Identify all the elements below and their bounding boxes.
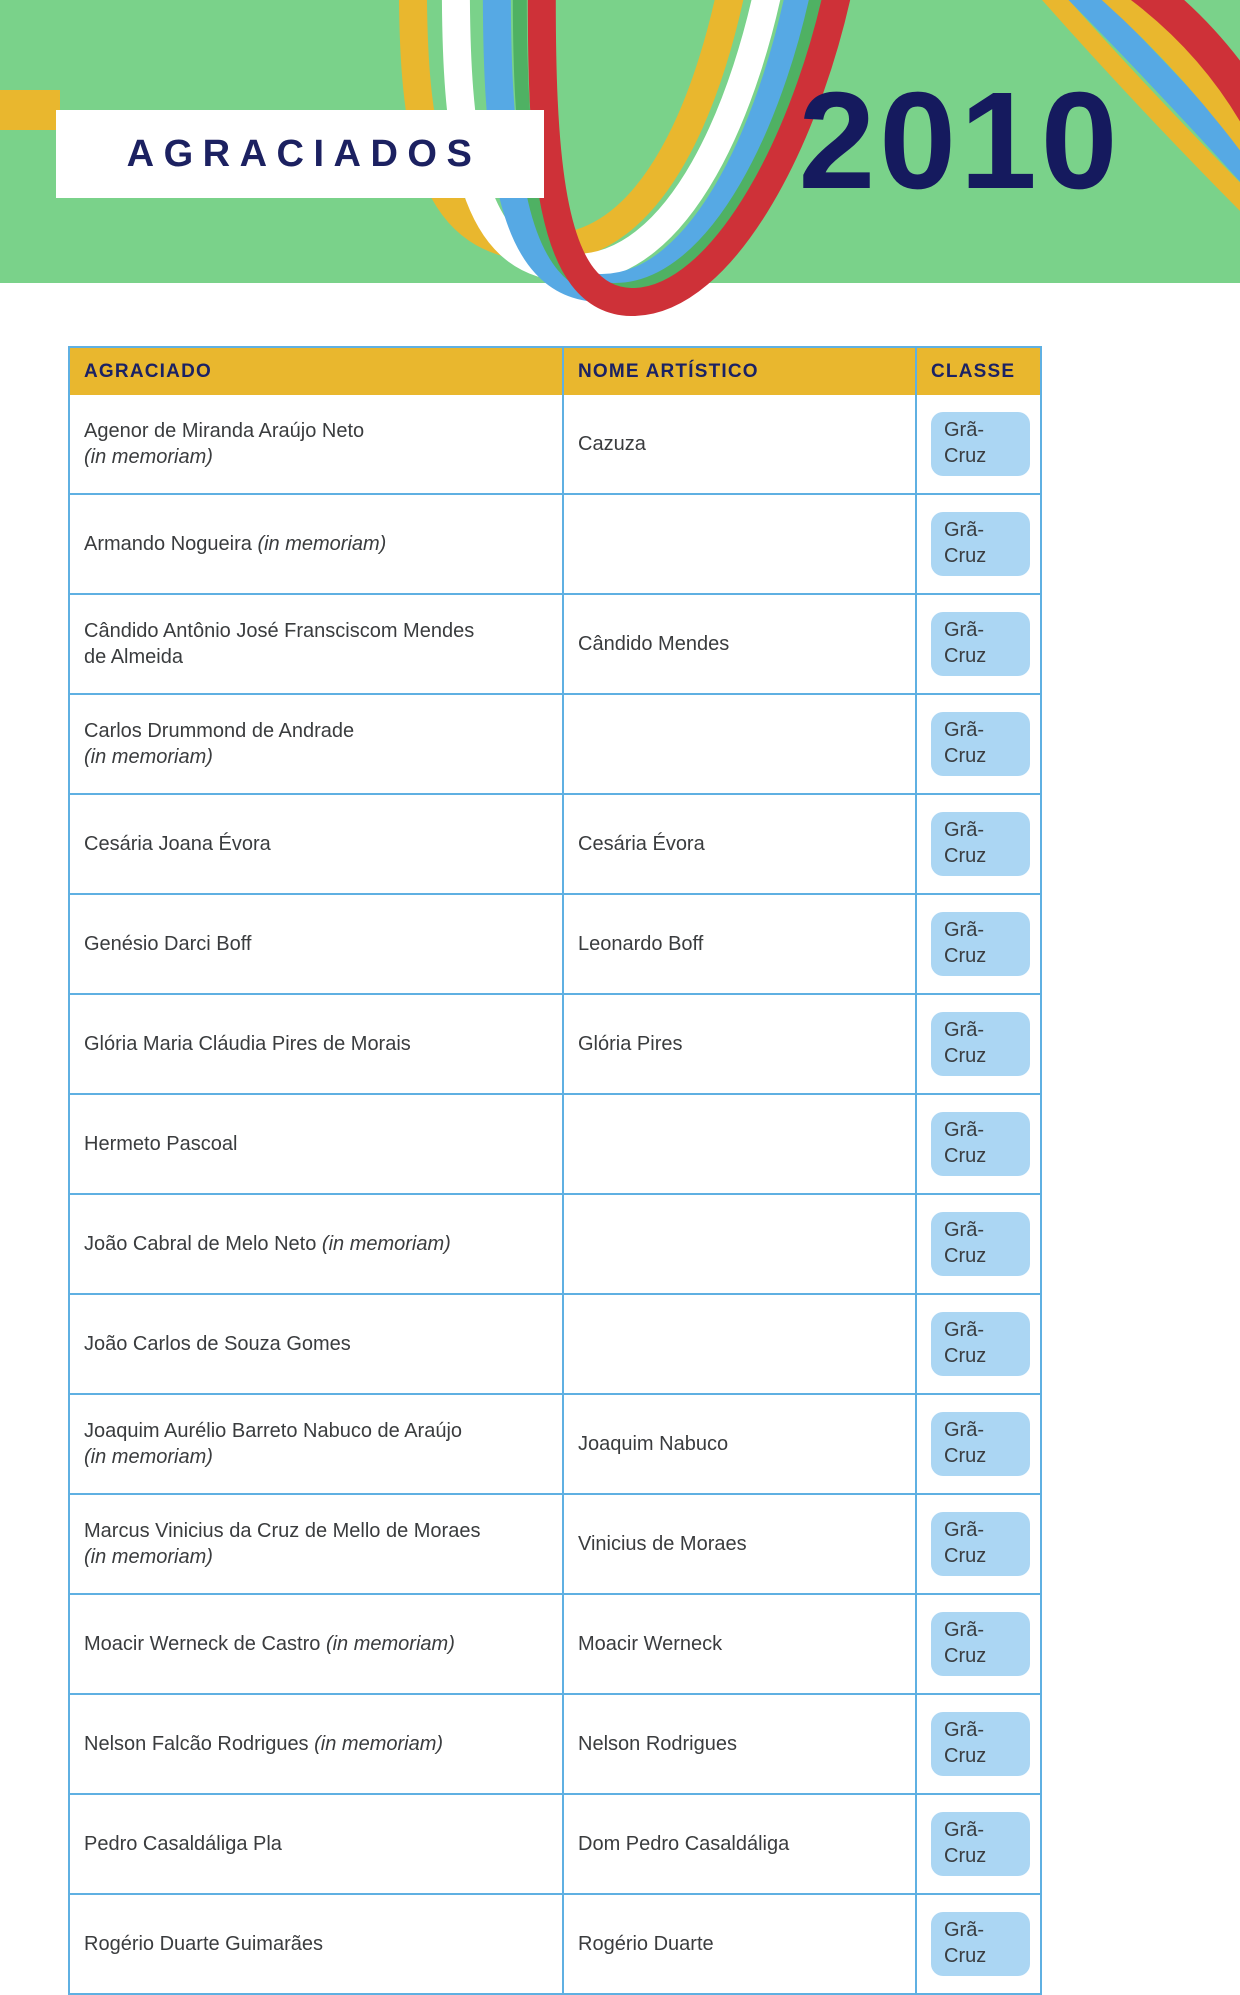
agraciado-name: Pedro Casaldáliga Pla bbox=[84, 1833, 282, 1855]
agraciado-cell bbox=[70, 695, 562, 793]
classe-badge: Grã-Cruz bbox=[931, 1512, 1030, 1576]
column-header-agraciado: AGRACIADO bbox=[84, 360, 212, 382]
column-header-classe: CLASSE bbox=[915, 348, 1040, 395]
nome-artistico-cell bbox=[562, 1295, 915, 1393]
in-memoriam-note: (in memoriam) bbox=[325, 1633, 455, 1655]
agraciado-name: Genésio Darci Boff bbox=[84, 933, 252, 955]
table-row bbox=[70, 1793, 1040, 1893]
agraciado-name: Cesária Joana Évora bbox=[84, 833, 271, 855]
nome-artistico-cell: Cândido Mendes bbox=[562, 595, 915, 693]
classe-badge: Grã-Cruz bbox=[931, 1112, 1030, 1176]
nome-artistico-cell bbox=[562, 695, 915, 793]
classe-badge: Grã-Cruz bbox=[931, 612, 1030, 676]
classe-cell bbox=[915, 1195, 1040, 1293]
agraciado-cell bbox=[70, 495, 562, 593]
agraciado-name: Nelson Falcão Rodrigues (in memoriam) bbox=[84, 1733, 444, 1755]
classe-badge: Grã-Cruz bbox=[931, 412, 1030, 476]
classe-cell bbox=[915, 1695, 1040, 1793]
classe-cell bbox=[915, 1095, 1040, 1193]
agraciado-name: Glória Maria Cláudia Pires de Morais bbox=[84, 1033, 411, 1055]
nome-artistico-cell: Cesária Évora bbox=[562, 795, 915, 893]
classe-badge: Grã-Cruz bbox=[931, 712, 1030, 776]
classe-cell bbox=[915, 995, 1040, 1093]
column-header-nome-artistico: NOME ARTÍSTICO bbox=[562, 348, 915, 395]
in-memoriam-note: (in memoriam) bbox=[314, 1733, 444, 1755]
table-row bbox=[70, 1093, 1040, 1193]
table-row bbox=[70, 593, 1040, 693]
agraciado-name: João Cabral de Melo Neto (in memoriam) bbox=[84, 1233, 451, 1255]
nome-artistico-cell bbox=[562, 495, 915, 593]
honors-table bbox=[68, 346, 1042, 1995]
table-row bbox=[70, 395, 1040, 493]
table-row bbox=[70, 1193, 1040, 1293]
table-row bbox=[70, 893, 1040, 993]
in-memoriam-note: (in memoriam) bbox=[257, 533, 387, 555]
classe-cell bbox=[915, 1395, 1040, 1493]
nome-artistico-cell: Nelson Rodrigues bbox=[562, 1695, 915, 1793]
classe-badge: Grã-Cruz bbox=[931, 1212, 1030, 1276]
table-row bbox=[70, 1293, 1040, 1393]
nome-artistico-cell bbox=[562, 1195, 915, 1293]
table-row bbox=[70, 993, 1040, 1093]
nome-artistico-cell: Vinicius de Moraes bbox=[562, 1495, 915, 1593]
agraciado-name: Joaquim Aurélio Barreto Nabuco de Araújo (in memoriam) bbox=[84, 1420, 463, 1468]
classe-badge: Grã-Cruz bbox=[931, 1312, 1030, 1376]
year-heading: 2010 bbox=[798, 64, 1122, 218]
agraciado-cell bbox=[70, 395, 562, 493]
nome-artistico-cell: Joaquim Nabuco bbox=[562, 1395, 915, 1493]
table-row bbox=[70, 793, 1040, 893]
agraciado-cell bbox=[70, 795, 562, 893]
agraciado-name: Rogério Duarte Guimarães bbox=[84, 1933, 323, 1955]
nome-artistico-cell: Leonardo Boff bbox=[562, 895, 915, 993]
classe-cell bbox=[915, 495, 1040, 593]
table-row bbox=[70, 1393, 1040, 1493]
agraciado-name: Marcus Vinicius da Cruz de Mello de Moraes (in memoriam) bbox=[84, 1520, 481, 1568]
table-row bbox=[70, 693, 1040, 793]
classe-badge: Grã-Cruz bbox=[931, 1912, 1030, 1976]
agraciado-name: Armando Nogueira (in memoriam) bbox=[84, 533, 387, 555]
in-memoriam-note: (in memoriam) bbox=[84, 1546, 213, 1568]
agraciado-cell bbox=[70, 1695, 562, 1793]
classe-badge: Grã-Cruz bbox=[931, 1812, 1030, 1876]
hero-header bbox=[0, 0, 1240, 332]
table-body bbox=[70, 395, 1040, 1993]
classe-cell bbox=[915, 895, 1040, 993]
classe-badge: Grã-Cruz bbox=[931, 1012, 1030, 1076]
classe-cell bbox=[915, 695, 1040, 793]
title-box bbox=[56, 110, 544, 198]
classe-badge: Grã-Cruz bbox=[931, 812, 1030, 876]
agraciado-name: Carlos Drummond de Andrade (in memoriam) bbox=[84, 720, 355, 768]
table-row bbox=[70, 1593, 1040, 1693]
nome-artistico-cell: Cazuza bbox=[562, 395, 915, 493]
classe-cell bbox=[915, 1495, 1040, 1593]
classe-cell bbox=[915, 1795, 1040, 1893]
agraciado-cell bbox=[70, 1295, 562, 1393]
classe-cell bbox=[915, 1295, 1040, 1393]
classe-cell bbox=[915, 595, 1040, 693]
agraciado-cell bbox=[70, 1895, 562, 1993]
table-header-row bbox=[70, 348, 1040, 395]
table-row bbox=[70, 1693, 1040, 1793]
page-title: AGRACIADOS bbox=[126, 133, 482, 175]
agraciado-cell bbox=[70, 895, 562, 993]
in-memoriam-note: (in memoriam) bbox=[84, 446, 213, 468]
yellow-accent-square bbox=[0, 90, 60, 130]
agraciado-cell bbox=[70, 995, 562, 1093]
classe-cell bbox=[915, 395, 1040, 493]
nome-artistico-cell bbox=[562, 1095, 915, 1193]
agraciado-cell bbox=[70, 595, 562, 693]
classe-badge: Grã-Cruz bbox=[931, 912, 1030, 976]
agraciado-cell bbox=[70, 1095, 562, 1193]
classe-badge: Grã-Cruz bbox=[931, 512, 1030, 576]
agraciado-cell bbox=[70, 1595, 562, 1693]
agraciado-name: João Carlos de Souza Gomes bbox=[84, 1333, 351, 1355]
in-memoriam-note: (in memoriam) bbox=[321, 1233, 451, 1255]
nome-artistico-cell: Dom Pedro Casaldáliga bbox=[562, 1795, 915, 1893]
agraciado-cell bbox=[70, 1795, 562, 1893]
agraciado-name: Agenor de Miranda Araújo Neto (in memoriam) bbox=[84, 420, 365, 468]
table-row bbox=[70, 493, 1040, 593]
classe-cell bbox=[915, 795, 1040, 893]
classe-badge: Grã-Cruz bbox=[931, 1612, 1030, 1676]
nome-artistico-cell: Rogério Duarte bbox=[562, 1895, 915, 1993]
in-memoriam-note: (in memoriam) bbox=[84, 746, 213, 768]
nome-artistico-cell: Moacir Werneck bbox=[562, 1595, 915, 1693]
classe-cell bbox=[915, 1895, 1040, 1993]
agraciado-name: Cândido Antônio José Fransciscom Mendes de Almeida bbox=[84, 620, 475, 668]
agraciado-cell bbox=[70, 1195, 562, 1293]
classe-badge: Grã-Cruz bbox=[931, 1412, 1030, 1476]
agraciado-name: Hermeto Pascoal bbox=[84, 1133, 238, 1155]
agraciado-name: Moacir Werneck de Castro (in memoriam) bbox=[84, 1633, 455, 1655]
table-row bbox=[70, 1893, 1040, 1993]
classe-badge: Grã-Cruz bbox=[931, 1712, 1030, 1776]
agraciado-cell bbox=[70, 1395, 562, 1493]
nome-artistico-cell: Glória Pires bbox=[562, 995, 915, 1093]
in-memoriam-note: (in memoriam) bbox=[84, 1446, 213, 1468]
table-row bbox=[70, 1493, 1040, 1593]
agraciado-cell bbox=[70, 1495, 562, 1593]
classe-cell bbox=[915, 1595, 1040, 1693]
